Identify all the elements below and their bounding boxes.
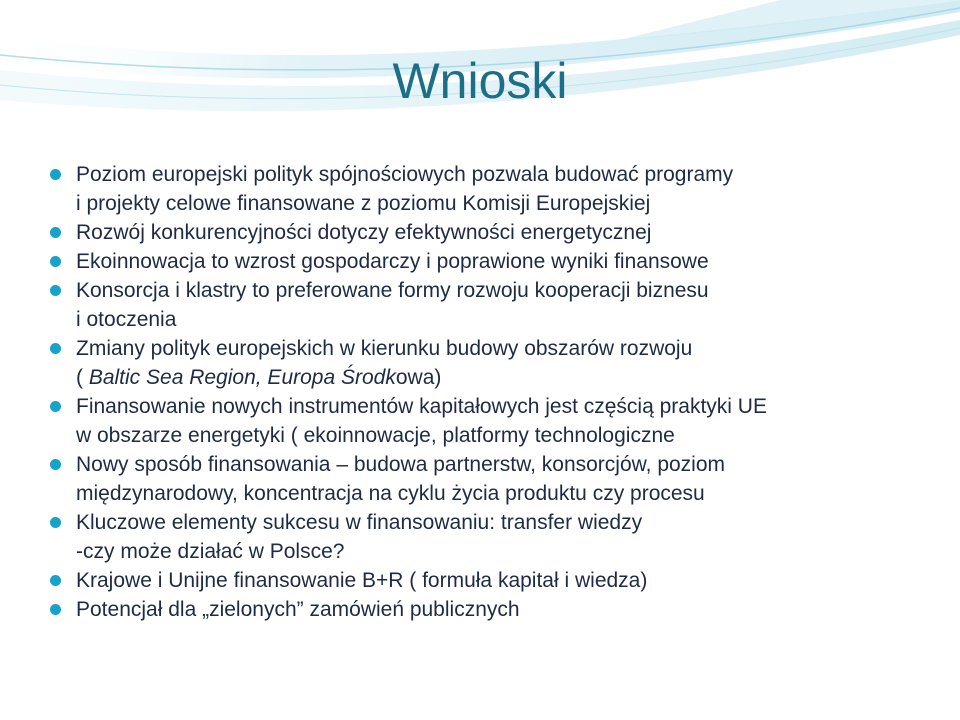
bullet-item (48, 392, 928, 450)
bullet-text-line: Rozwój konkurencyjności dotyczy efektywności energetycznej (76, 221, 652, 244)
bullet-text-line: Ekoinnowacja to wzrost gospodarczy i poprawione wyniki finansowe (76, 250, 709, 273)
bullet-item (48, 276, 928, 334)
bullet-dot-icon (50, 256, 61, 267)
bullet-dot-icon (50, 401, 61, 412)
bullet-dot-icon (50, 343, 61, 354)
text-prefix: ( (76, 366, 89, 389)
bullet-text-line: -czy może działać w Polsce? (76, 540, 345, 563)
bullet-item (48, 160, 928, 218)
bullet-dot-icon (50, 575, 61, 586)
bullet-dot-icon (50, 517, 61, 528)
bullet-text-line: Kluczowe elementy sukcesu w finansowaniu: transfer wiedzy (76, 511, 643, 534)
bullet-item (48, 218, 928, 247)
bullet-item (48, 450, 928, 508)
bullet-text-line: Zmiany polityk europejskich w kierunku budowy obszarów rozwoju (76, 337, 693, 360)
bullet-item (48, 334, 928, 392)
bullet-list (48, 160, 928, 624)
bullet-text-line: Nowy sposób finansowania – budowa partnerstw, konsorcjów, poziom (76, 453, 726, 476)
bullet-text-line-mixed (76, 363, 928, 392)
bullet-text-line: Poziom europejski polityk spójnościowych pozwala budować programy (76, 163, 734, 186)
bullet-dot-icon (50, 227, 61, 238)
bullet-item (48, 508, 928, 537)
bullet-text-line: w obszarze energetyki ( ekoinnowacje, platformy technologiczne (76, 424, 675, 447)
bullet-text-line: i otoczenia (76, 308, 177, 331)
bullet-text-line: Finansowanie nowych instrumentów kapitałowych jest częścią praktyki UE (76, 395, 767, 418)
bullet-text-line: i projekty celowe finansowane z poziomu Komisji Europejskiej (76, 192, 651, 215)
bullet-dot-icon (50, 604, 61, 615)
bullet-text-line: Krajowe i Unijne finansowanie B+R ( formuła kapitał i wiedza) (76, 569, 648, 592)
bullet-item (48, 566, 928, 595)
bullet-dot-icon (50, 169, 61, 180)
bullet-item-continuation (48, 537, 928, 566)
bullet-text-line: Konsorcja i klastry to preferowane formy rozwoju kooperacji biznesu (76, 279, 709, 302)
text-suffix: owa) (395, 366, 442, 389)
bullet-item (48, 247, 928, 276)
bullet-dot-icon (50, 459, 61, 470)
slide-title: Wnioski (392, 53, 568, 109)
italic-region-text: Baltic Sea Region, Europa Środk (88, 366, 396, 389)
bullet-text-line: międzynarodowy, koncentracja na cyklu życia produktu czy procesu (76, 482, 705, 505)
bullet-item (48, 595, 928, 624)
bullet-text-line: Potencjał dla „zielonych” zamówień publicznych (76, 598, 520, 621)
bullet-dot-icon (50, 285, 61, 296)
